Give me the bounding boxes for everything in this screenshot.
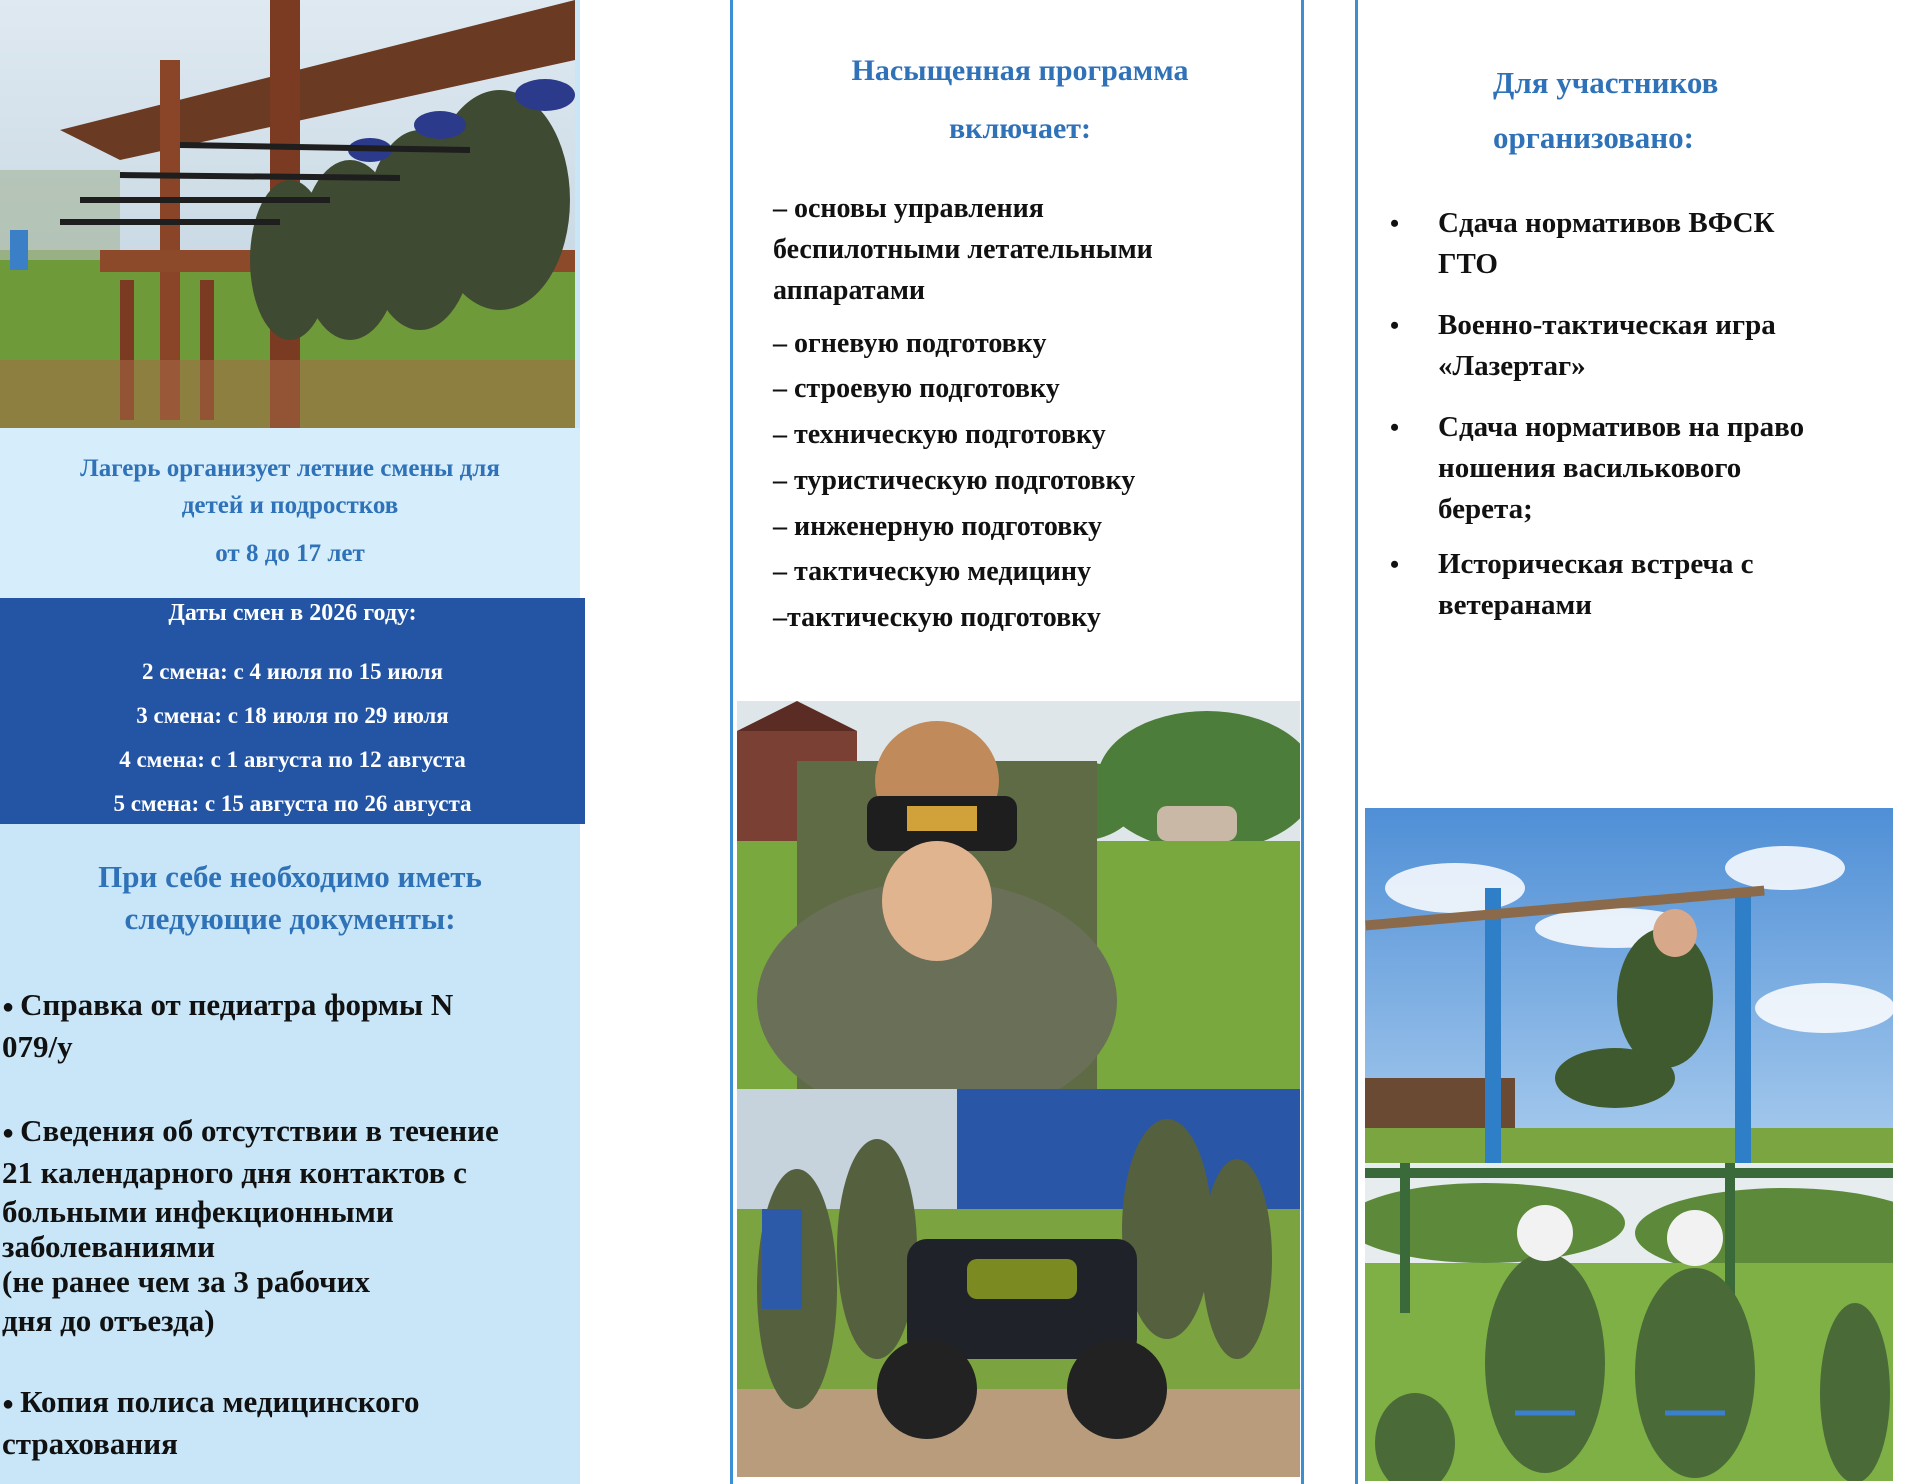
program-item: –тактическую подготовку: [773, 602, 1101, 633]
organized-item-beret: • Сдача нормативов на право ношения василькового берета;: [1438, 407, 1918, 530]
document-item-contacts: ● Сведения об отсутствии в течение 21 календарного дня контактов с больными инфекционными заболеваниями (не ранее чем за 3 рабочих дня до отъезда): [2, 1113, 499, 1339]
program-title-line2: включает:: [948, 112, 1092, 145]
bullet-icon: ●: [2, 1122, 15, 1145]
bullet-icon: ●: [2, 1393, 15, 1416]
program-item: – тактическую медицину: [773, 556, 1092, 587]
shift-row: 4 смена: с 1 августа по 12 августа: [119, 747, 466, 772]
organized-title-line2: организовано:: [1493, 120, 1694, 155]
intro-text-line1: Лагерь организует летние смены для: [80, 455, 500, 482]
shift-dates-band: [0, 598, 585, 824]
organized-title: [1493, 55, 1913, 165]
right-panel: [1355, 0, 1920, 1484]
organized-item-gto: • Сдача нормативов ВФСК ГТО: [1438, 203, 1918, 285]
bullet-icon: •: [1390, 311, 1400, 340]
program-title-line1: Насыщенная программа: [851, 54, 1189, 87]
bullet-icon: ●: [2, 996, 15, 1019]
shift-row: 3 смена: с 18 июля по 29 июля: [136, 703, 449, 728]
organized-title-line1: Для участников: [1493, 65, 1719, 100]
organized-item-veterans: • Историческая встреча с ветеранами: [1438, 544, 1918, 626]
intro-text-line2: детей и подростков: [181, 492, 399, 519]
bullet-icon: •: [1390, 550, 1400, 579]
intro-block: [0, 428, 580, 598]
program-item: – строевую подготовку: [773, 373, 1060, 404]
documents-title-line1: При себе необходимо иметь: [98, 859, 482, 894]
photo-rope-course: [1365, 1163, 1893, 1481]
document-item-insurance: ● Копия полиса медицинского страхования: [2, 1384, 420, 1462]
shift-dates-title: Даты смен в 2026 году:: [168, 600, 417, 626]
middle-panel: [730, 0, 1304, 1484]
program-item: – техническую подготовку: [773, 419, 1106, 450]
program-item: – огневую подготовку: [773, 328, 1047, 359]
program-item: – туристическую подготовку: [773, 465, 1136, 496]
shift-row: 5 смена: с 15 августа по 26 августа: [113, 791, 472, 816]
photo-drone-pilot: [737, 701, 1300, 1089]
intro-age: от 8 до 17 лет: [215, 540, 365, 567]
photo-buggy-group: [737, 1089, 1300, 1477]
organized-item-lasertag: • Военно-тактическая игра «Лазертаг»: [1438, 305, 1918, 387]
program-title: [733, 42, 1307, 158]
document-item-pediatrician: ● Справка от педиатра формы N 079/у: [2, 987, 454, 1065]
bullet-icon: •: [1390, 209, 1400, 238]
photo-pullup-bar: [1365, 808, 1893, 1163]
photo-shooting-range: [0, 0, 575, 428]
left-panel: [0, 0, 580, 1484]
program-item: – инженерную подготовку: [773, 511, 1102, 542]
shift-row: 2 смена: с 4 июля по 15 июля: [142, 659, 443, 684]
documents-title: [0, 856, 580, 940]
bullet-icon: •: [1390, 413, 1400, 442]
program-item-drones: – основы управления беспилотными летательными аппаратами: [773, 193, 1153, 306]
documents-title-line2: следующие документы:: [124, 901, 456, 936]
